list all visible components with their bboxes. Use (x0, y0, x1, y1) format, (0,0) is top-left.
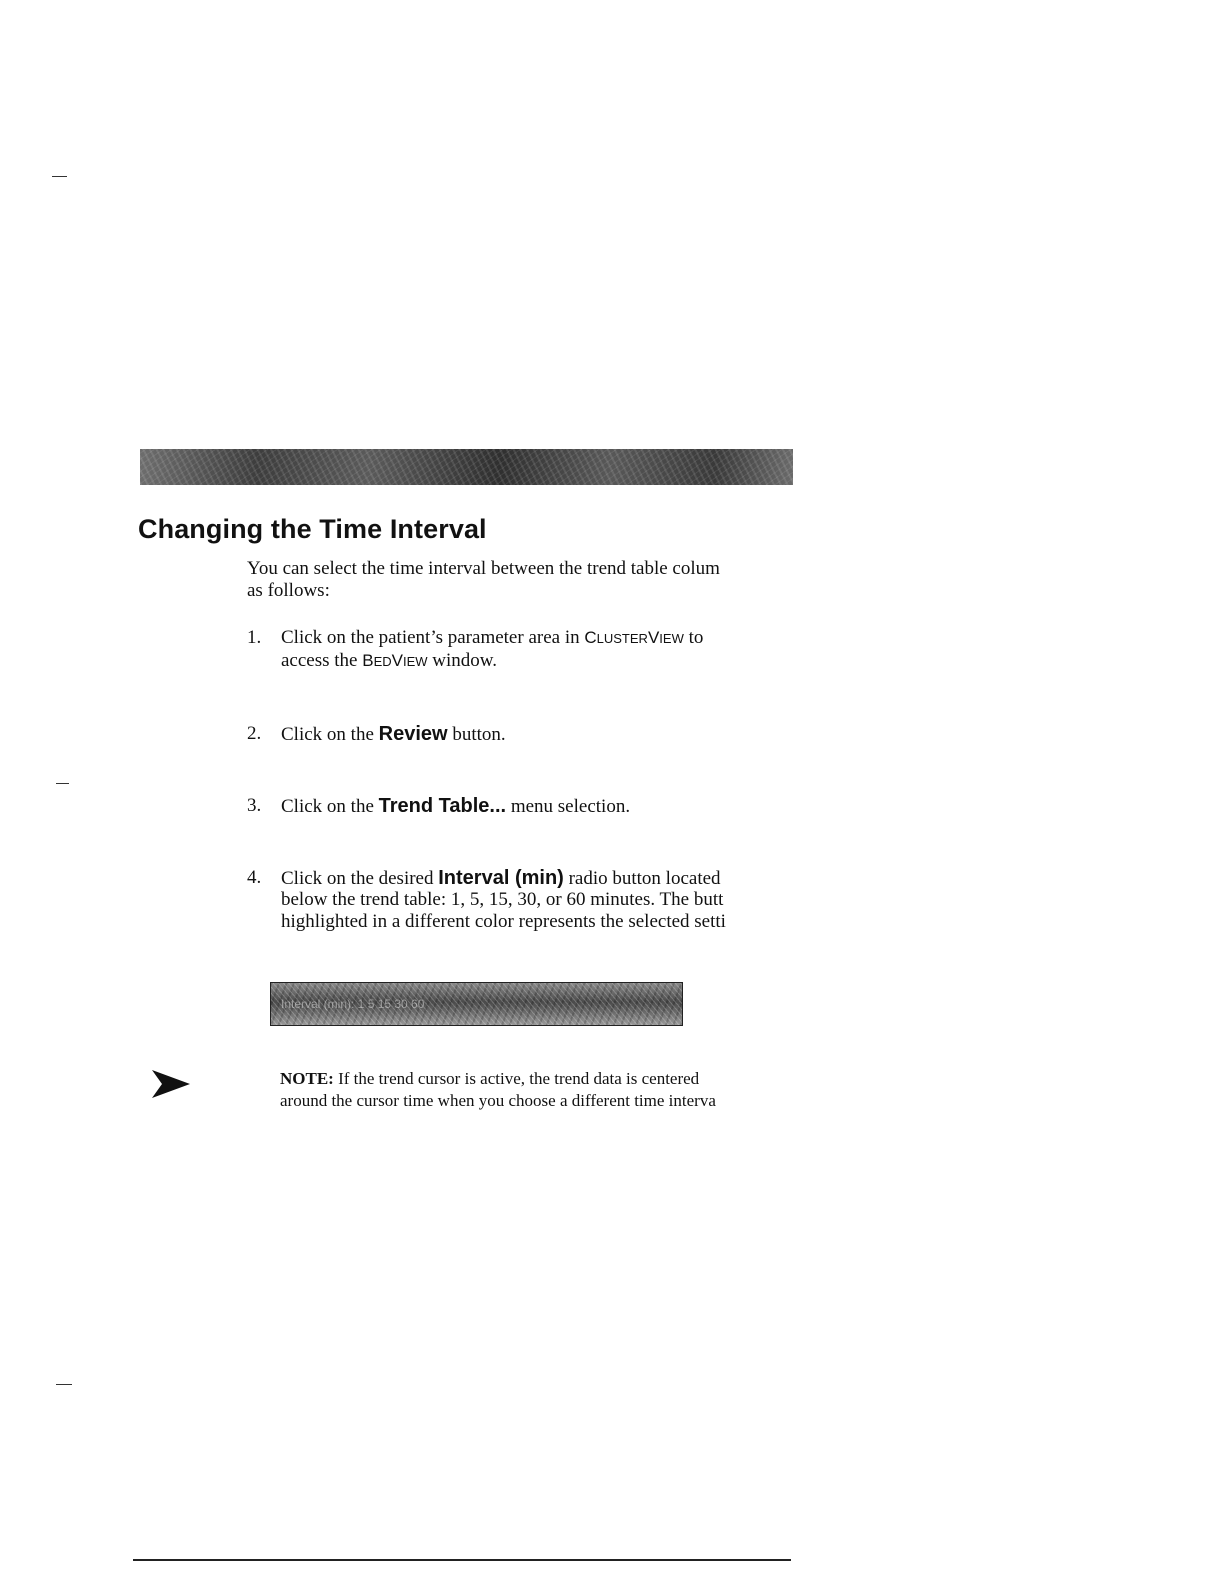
trend-table-menu-label: Trend Table... (378, 795, 507, 817)
step-1-number: 1. (247, 627, 262, 648)
arrow-right-icon (150, 1068, 192, 1100)
clusterview-v: V (647, 628, 660, 647)
step-1-line-2 (281, 650, 796, 673)
step-3-text: Click on the (281, 796, 379, 817)
intro-line-2: as follows: (247, 580, 330, 601)
note-text: If the trend cursor is active, the trend data is centered (333, 1069, 700, 1088)
step-4-number: 4. (247, 867, 262, 888)
bedview-iew: IEW (402, 654, 428, 669)
clusterview-c: C (584, 628, 597, 647)
step-2-number: 2. (247, 723, 262, 744)
step-1-text-end: to (683, 627, 704, 648)
section-banner (140, 449, 793, 485)
bedview-ed: ED (373, 654, 392, 669)
step-4-text: Click on the desired (281, 868, 439, 889)
step-3-line (281, 795, 796, 818)
step-1-text-2-end: window. (427, 650, 498, 671)
step-4-line-2: below the trend table: 1, 5, 15, 30, or 60 minutes. The butt (281, 889, 724, 910)
clusterview-iew: IEW (659, 631, 684, 646)
interval-radio-screenshot (270, 982, 683, 1026)
interval-radio-label: Interval (min) (438, 867, 564, 889)
interval-radio-caption: Interval (min): 1 5 15 30 60 (281, 997, 425, 1011)
step-1-text: Click on the patient’s parameter area in (281, 627, 585, 648)
step-2-text-end: button. (447, 724, 506, 745)
step-1-text-2: access the (281, 650, 363, 671)
step-3-number: 3. (247, 795, 262, 816)
footer-rule (133, 1559, 791, 1561)
step-4-line-1 (281, 867, 796, 890)
bedview-b: B (362, 651, 374, 670)
step-4-text-end: radio button located (563, 868, 721, 889)
intro-line-1: You can select the time interval between the trend table colum (247, 558, 720, 579)
step-3-text-end: menu selection. (506, 796, 631, 817)
clusterview-luster: LUSTER (596, 631, 648, 646)
note-label: NOTE: (280, 1069, 334, 1088)
margin-mark-middle (56, 783, 69, 784)
margin-mark-bottom (56, 1384, 72, 1385)
page-title: Changing the Time Interval (138, 514, 487, 544)
step-4-line-3: highlighted in a different color represents the selected setti (281, 911, 726, 932)
note-line-2: around the cursor time when you choose a different time interva (280, 1091, 716, 1110)
review-button-label: Review (378, 723, 448, 745)
bedview-v: V (391, 651, 403, 670)
step-2-text: Click on the (281, 724, 379, 745)
note-line-1 (280, 1068, 795, 1090)
margin-mark-top (52, 176, 67, 177)
step-1-line-1 (281, 627, 796, 650)
step-2-line (281, 723, 796, 746)
